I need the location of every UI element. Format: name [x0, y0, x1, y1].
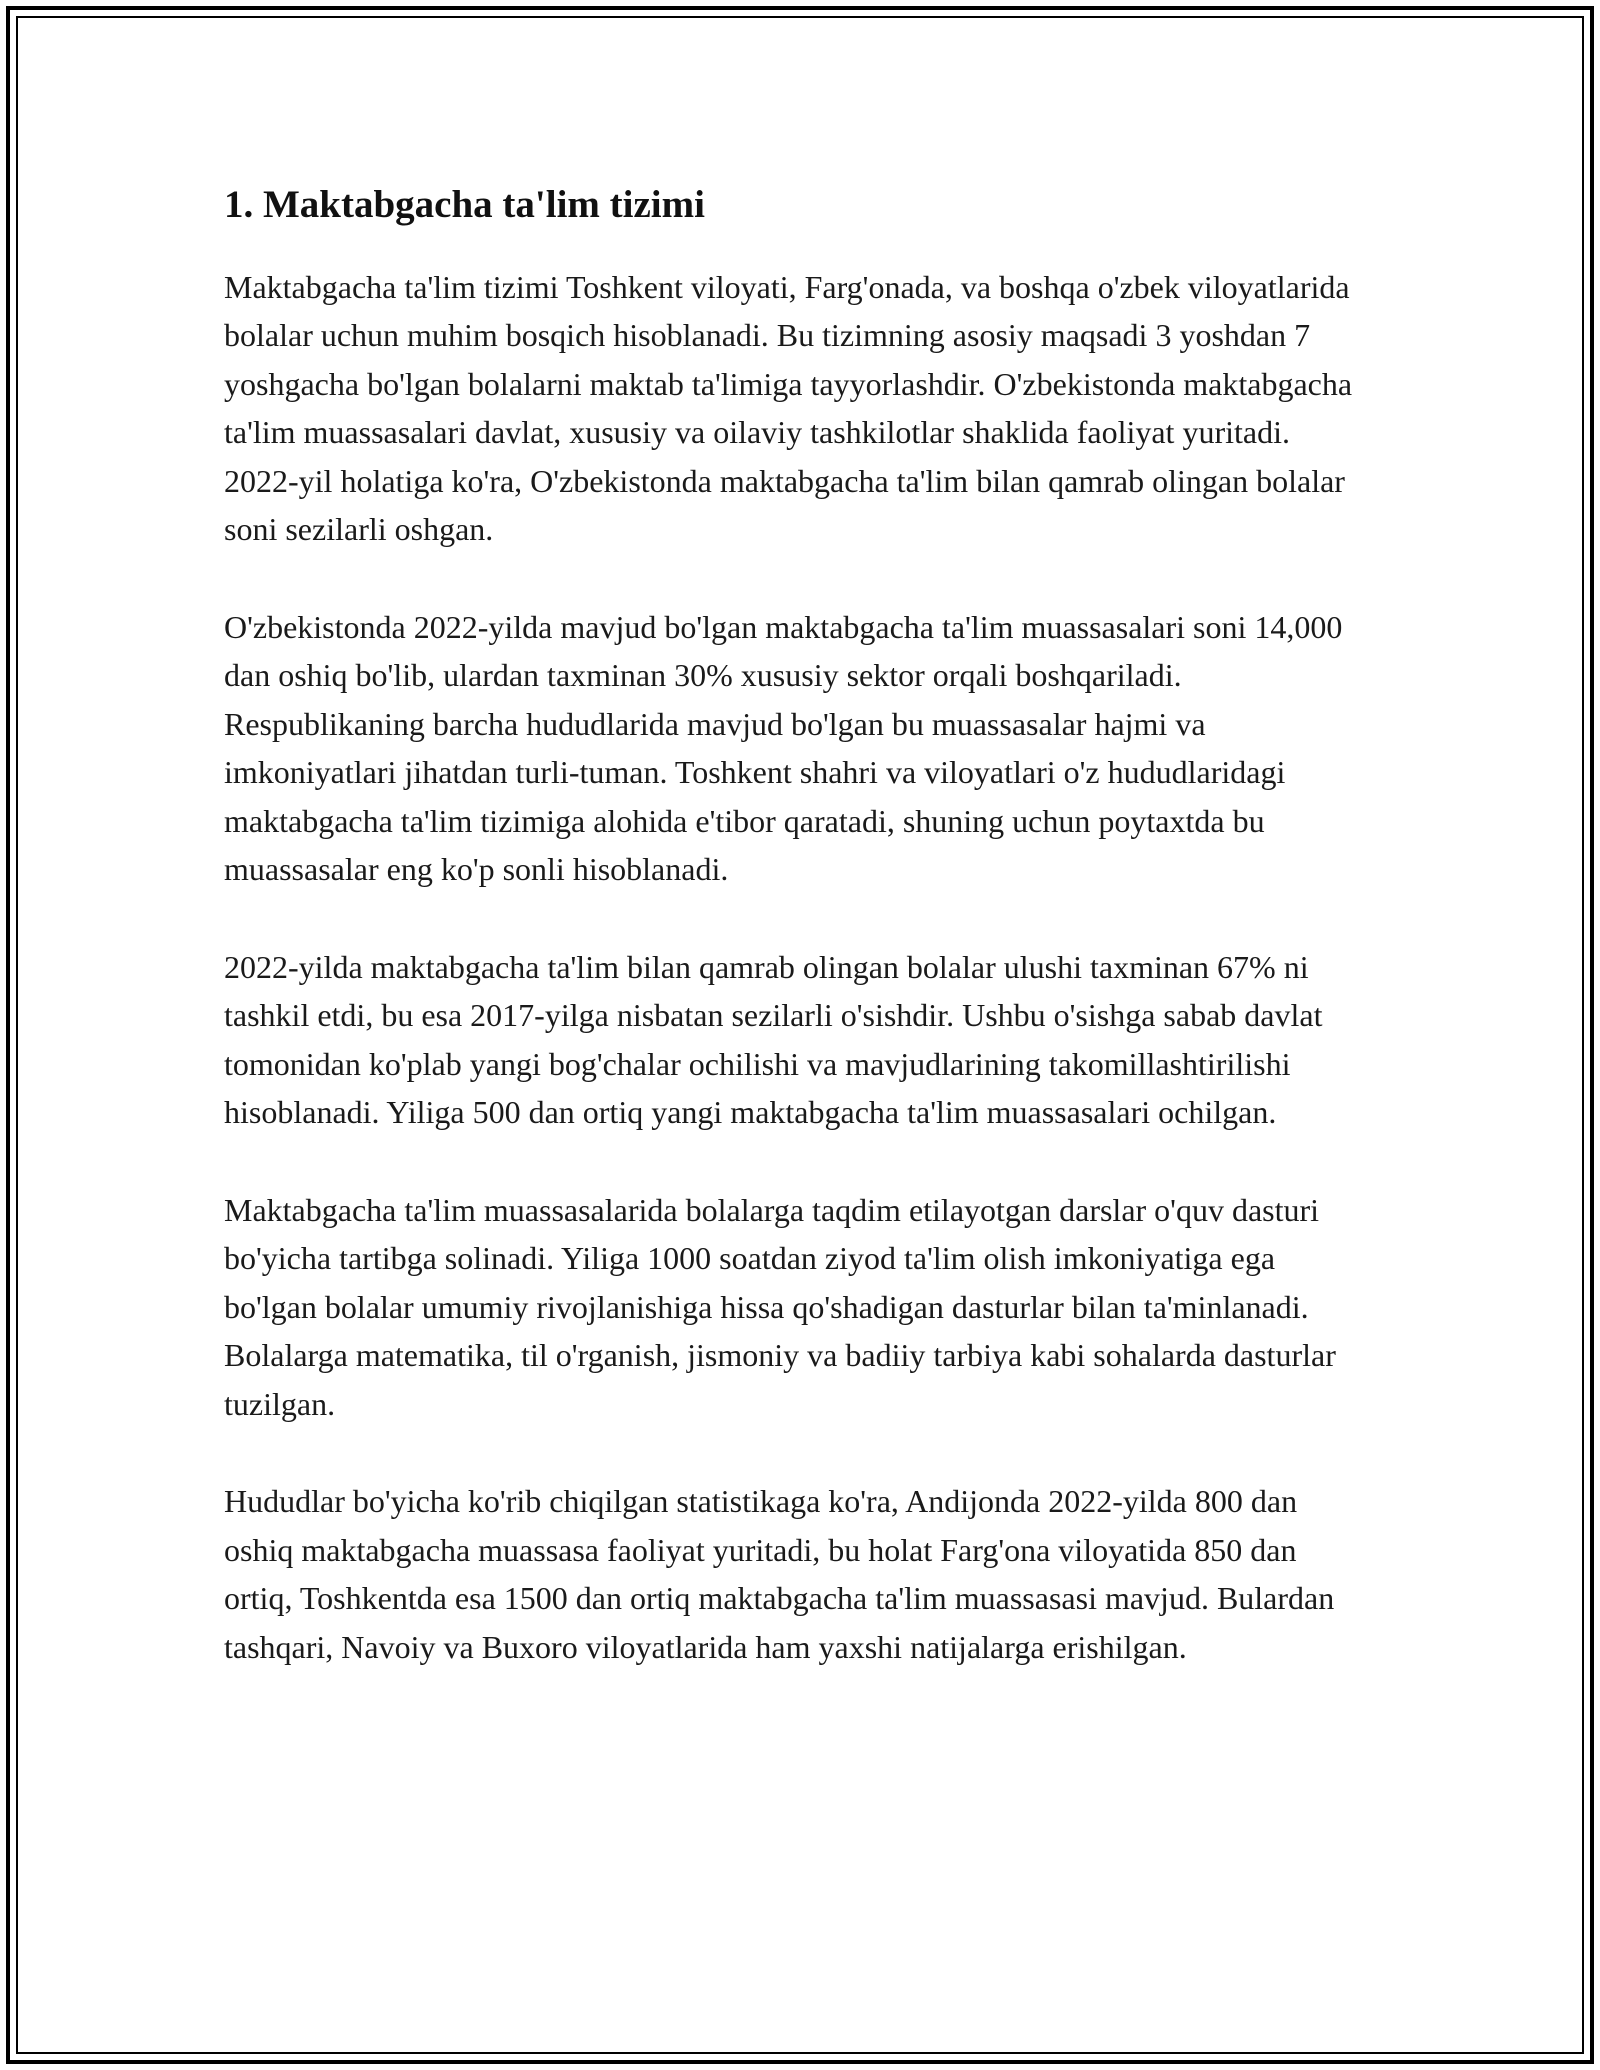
paragraph-2: O'zbekistonda 2022-yilda mavjud bo'lgan maktabgacha ta'lim muassasalari soni 14,000 dan oshiq bo'lib, ulardan taxminan 30% xususiy sektor orqali boshqariladi. Respublikaning barcha hududlarida mavjud bo'lgan bu muassasalar hajmi va imkoniyatlari jihatdan turli-tuman. Toshkent shahri va viloyatlari o'z hududlaridagi maktabgacha ta'lim tizimiga alohida e'tibor qaratadi, shuning uchun poytaxtda bu muassasalar eng ko'p sonli hisoblanadi. — [224, 608, 1343, 888]
paragraph-3: 2022-yilda maktabgacha ta'lim bilan qamrab olingan bolalar ulushi taxminan 67% ni tashkil etdi, bu esa 2017-yilga nisbatan sezilarli o'sishdir. Ushbu o'sishga sabab davlat tomonidan ko'plab yangi bog'chalar ochilishi va mavjudlarining takomillashtirilishi hisoblanadi. Yiliga 500 dan ortiq yangi maktabgacha ta'lim muassasalari ochilgan. — [224, 948, 1323, 1131]
document-body — [224, 182, 1364, 1720]
section-heading: 1. Maktabgacha ta'lim tizimi — [224, 183, 705, 226]
paragraph-5: Hududlar bo'yicha ko'rib chiqilgan statistikaga ko'ra, Andijonda 2022-yilda 800 dan oshiq maktabgacha muassasa faoliyat yuritadi, bu holat Farg'ona viloyatida 850 dan ortiq, Toshkentda esa 1500 dan ortiq maktabgacha ta'lim muassasasi mavjud. Bulardan tashqari, Navoiy va Buxoro viloyatlarida ham yaxshi natijalarga erishilgan. — [224, 1483, 1335, 1665]
paragraph-4: Maktabgacha ta'lim muassasalarida bolalarga taqdim etilayotgan darslar o'quv dasturi bo'yicha tartibga solinadi. Yiliga 1000 soatdan ziyod ta'lim olish imkoniyatiga ega bo'lgan bolalar umumiy rivojlanishiga hissa qo'shadigan dasturlar bilan ta'minlanadi. Bolalarga matematika, til o'rganish, jismoniy va badiiy tarbiya kabi sohalarda dasturlar tuzilgan. — [224, 1191, 1336, 1422]
paragraph-1: Maktabgacha ta'lim tizimi Toshkent viloyati, Farg'onada, va boshqa o'zbek viloyatlarida bolalar uchun muhim bosqich hisoblanadi. Bu tizimning asosiy maqsadi 3 yoshdan 7 yoshgacha bo'lgan bolalarni maktab ta'limiga tayyorlashdir. O'zbekistonda maktabgacha ta'lim muassasalari davlat, xususiy va oilaviy tashkilotlar shaklida faoliyat yuritadi. 2022-yil holatiga ko'ra, O'zbekistonda maktabgacha ta'lim bilan qamrab olingan bolalar soni sezilarli oshgan. — [224, 268, 1353, 548]
